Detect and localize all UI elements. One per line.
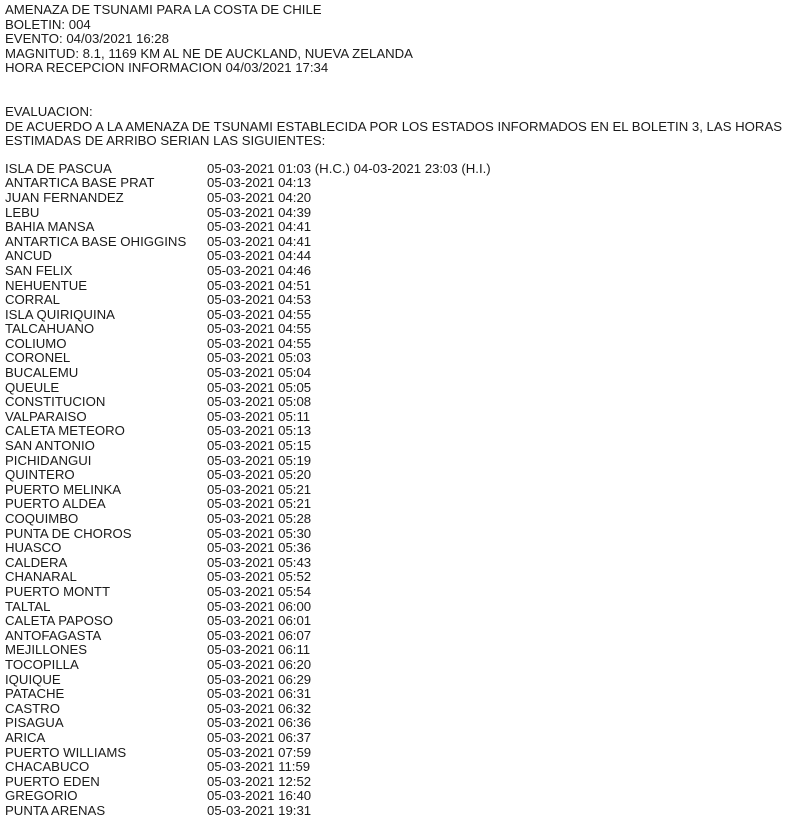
arrival-place: CALETA METEORO [5, 423, 125, 439]
arrival-row [5, 512, 811, 527]
arrival-row [5, 702, 811, 717]
arrival-row [5, 249, 811, 264]
arrival-row [5, 176, 811, 191]
arrival-place: SAN ANTONIO [5, 438, 95, 454]
arrival-row [5, 585, 811, 600]
arrival-place: TALCAHUANO [5, 321, 95, 337]
arrival-row [5, 220, 811, 235]
arrival-row [5, 643, 811, 658]
arrival-row [5, 454, 811, 469]
arrival-time: 05-03-2021 05:36 [207, 540, 312, 556]
spacer [5, 76, 811, 105]
arrival-place: CALETA PAPOSO [5, 613, 113, 629]
spacer [5, 149, 811, 162]
arrival-row [5, 366, 811, 381]
arrival-place: QUINTERO [5, 467, 75, 483]
arrival-place: PUERTO ALDEA [5, 496, 106, 512]
arrival-place: PICHIDANGUI [5, 452, 92, 468]
arrival-time: 05-03-2021 06:11 [207, 642, 311, 658]
arrival-row [5, 600, 811, 615]
arrival-place: CORONEL [5, 350, 71, 366]
arrival-place: GREGORIO [5, 788, 78, 804]
arrival-row [5, 658, 811, 673]
arrival-time: 05-03-2021 04:13 [207, 175, 312, 191]
arrival-row [5, 746, 811, 761]
arrival-place: COLIUMO [5, 335, 67, 351]
arrival-place: PUERTO WILLIAMS [5, 744, 127, 760]
arrival-time: 05-03-2021 05:04 [207, 365, 312, 381]
bulletin-title: AMENAZA DE TSUNAMI PARA LA COSTA DE CHILE [5, 2, 322, 17]
arrival-time: 05-03-2021 06:32 [207, 700, 312, 716]
arrival-row [5, 424, 811, 439]
arrival-place: PATACHE [5, 686, 65, 702]
arrival-time: 05-03-2021 06:01 [207, 613, 312, 629]
arrival-time: 05-03-2021 06:37 [207, 729, 312, 745]
arrival-place: CHACABUCO [5, 759, 90, 775]
arrival-place: TALTAL [5, 598, 51, 614]
arrival-row [5, 308, 811, 323]
arrival-time: 05-03-2021 06:29 [207, 671, 312, 687]
arrival-place: ARICA [5, 729, 46, 745]
arrival-row [5, 527, 811, 542]
arrival-row [5, 395, 811, 410]
arrival-place: MEJILLONES [5, 642, 88, 658]
arrival-place: NEHUENTUE [5, 277, 88, 293]
arrival-time: 05-03-2021 05:13 [207, 423, 312, 439]
arrival-row [5, 235, 811, 250]
arrival-place: IQUIQUE [5, 671, 61, 687]
arrival-place: PUERTO MONTT [5, 583, 111, 599]
arrival-place: BUCALEMU [5, 365, 79, 381]
arrival-row [5, 483, 811, 498]
arrival-place: ISLA DE PASCUA [5, 160, 112, 176]
arrival-place: CONSTITUCION [5, 394, 106, 410]
arrival-row [5, 279, 811, 294]
arrival-row [5, 322, 811, 337]
arrival-time: 05-03-2021 05:21 [207, 496, 312, 512]
arrival-time: 05-03-2021 05:30 [207, 525, 312, 541]
arrival-time: 05-03-2021 04:44 [207, 248, 312, 264]
bulletin-number: BOLETIN: 004 [5, 16, 91, 32]
arrival-time: 05-03-2021 06:36 [207, 715, 312, 731]
arrival-row [5, 789, 811, 804]
arrival-time: 05-03-2021 05:21 [207, 481, 312, 497]
arrival-time: 05-03-2021 05:54 [207, 583, 312, 599]
arrival-time: 05-03-2021 05:11 [207, 408, 311, 424]
arrival-place: PUERTO MELINKA [5, 481, 122, 497]
arrival-place: PISAGUA [5, 715, 64, 731]
arrival-time: 05-03-2021 04:41 [207, 219, 312, 235]
arrival-time: 05-03-2021 05:28 [207, 511, 312, 526]
tsunami-bulletin [5, 3, 811, 818]
arrival-time: 05-03-2021 04:20 [207, 189, 312, 205]
arrival-row [5, 351, 811, 366]
arrival-time: 05-03-2021 04:53 [207, 292, 312, 308]
event-datetime: EVENTO: 04/03/2021 16:28 [5, 31, 169, 47]
arrival-row [5, 731, 811, 746]
arrival-time: 05-03-2021 07:59 [207, 744, 312, 760]
arrival-row [5, 614, 811, 629]
arrival-time: 05-03-2021 04:55 [207, 306, 312, 322]
arrival-place: ANTOFAGASTA [5, 627, 102, 643]
arrival-place: ISLA QUIRIQUINA [5, 306, 115, 322]
arrival-place: SAN FELIX [5, 262, 73, 278]
arrival-row [5, 716, 811, 731]
arrival-row [5, 162, 811, 177]
arrival-place: JUAN FERNANDEZ [5, 189, 124, 205]
arrival-row [5, 381, 811, 396]
arrival-time: 05-03-2021 05:43 [207, 554, 312, 570]
arrival-row [5, 293, 811, 308]
arrival-place: COQUIMBO [5, 511, 79, 526]
arrival-row [5, 410, 811, 425]
arrival-row [5, 191, 811, 206]
arrival-place: CORRAL [5, 292, 60, 308]
arrival-time: 05-03-2021 05:52 [207, 569, 312, 585]
arrival-times-list [5, 162, 811, 819]
arrival-time: 05-03-2021 04:51 [207, 277, 312, 293]
arrival-time: 05-03-2021 06:20 [207, 656, 312, 672]
arrival-row [5, 673, 811, 688]
arrival-time: 05-03-2021 19:31 [207, 802, 312, 818]
arrival-time: 05-03-2021 04:41 [207, 233, 312, 249]
arrival-time: 05-03-2021 05:05 [207, 379, 312, 395]
arrival-place: PUNTA ARENAS [5, 802, 106, 818]
arrival-row [5, 775, 811, 790]
arrival-place: BAHIA MANSA [5, 219, 95, 235]
arrival-time: 05-03-2021 05:19 [207, 452, 312, 468]
arrival-row [5, 439, 811, 454]
arrival-time: 05-03-2021 05:08 [207, 394, 312, 410]
arrival-row [5, 264, 811, 279]
arrival-row [5, 468, 811, 483]
arrival-place: LEBU [5, 204, 40, 220]
arrival-time: 05-03-2021 04:46 [207, 262, 312, 278]
arrival-place: ANTARTICA BASE PRAT [5, 175, 155, 191]
arrival-time: 05-03-2021 06:31 [207, 686, 312, 702]
arrival-row [5, 570, 811, 585]
evaluation-label: EVALUACION: [5, 103, 93, 119]
arrival-row [5, 804, 811, 819]
arrival-place: CALDERA [5, 554, 68, 570]
arrival-place: PUNTA DE CHOROS [5, 525, 132, 541]
arrival-place: HUASCO [5, 540, 62, 556]
arrival-place: PUERTO EDEN [5, 773, 100, 789]
arrival-time: 05-03-2021 12:52 [207, 773, 312, 789]
arrival-time: 05-03-2021 11:59 [207, 759, 311, 775]
arrival-place: CASTRO [5, 700, 60, 716]
arrival-time: 05-03-2021 05:15 [207, 438, 312, 454]
arrival-time: 05-03-2021 04:55 [207, 321, 312, 337]
arrival-time: 05-03-2021 04:39 [207, 204, 312, 220]
arrival-time: 05-03-2021 01:03 (H.C.) 04-03-2021 23:03 (H.I.) [207, 160, 491, 176]
magnitude-line: MAGNITUD: 8.1, 1169 KM AL NE DE AUCKLAND, NUEVA ZELANDA [5, 45, 413, 61]
arrival-place: CHANARAL [5, 569, 77, 585]
arrival-row [5, 206, 811, 221]
arrival-time: 05-03-2021 16:40 [207, 788, 312, 804]
arrival-row [5, 687, 811, 702]
arrival-time: 05-03-2021 05:20 [207, 467, 312, 483]
arrival-place: VALPARAISO [5, 408, 87, 424]
arrival-time: 05-03-2021 05:03 [207, 350, 312, 366]
arrival-row [5, 337, 811, 352]
reception-time: HORA RECEPCION INFORMACION 04/03/2021 17:34 [5, 60, 329, 76]
arrival-time: 05-03-2021 06:07 [207, 627, 312, 643]
arrival-time: 05-03-2021 06:00 [207, 598, 312, 614]
arrival-row [5, 497, 811, 512]
arrival-place: QUEULE [5, 379, 60, 395]
evaluation-text: DE ACUERDO A LA AMENAZA DE TSUNAMI ESTABLECIDA POR LOS ESTADOS INFORMADOS EN EL BOLETIN 3, LAS HORAS ESTIMADAS DE ARRIBO SERIAN LAS SIGUIENTES: [5, 118, 783, 149]
arrival-place: ANCUD [5, 248, 52, 264]
arrival-place: ANTARTICA BASE OHIGGINS [5, 233, 187, 249]
arrival-row [5, 541, 811, 556]
arrival-row [5, 629, 811, 644]
arrival-time: 05-03-2021 04:55 [207, 335, 312, 351]
arrival-row [5, 556, 811, 571]
arrival-place: TOCOPILLA [5, 656, 79, 672]
arrival-row [5, 760, 811, 775]
